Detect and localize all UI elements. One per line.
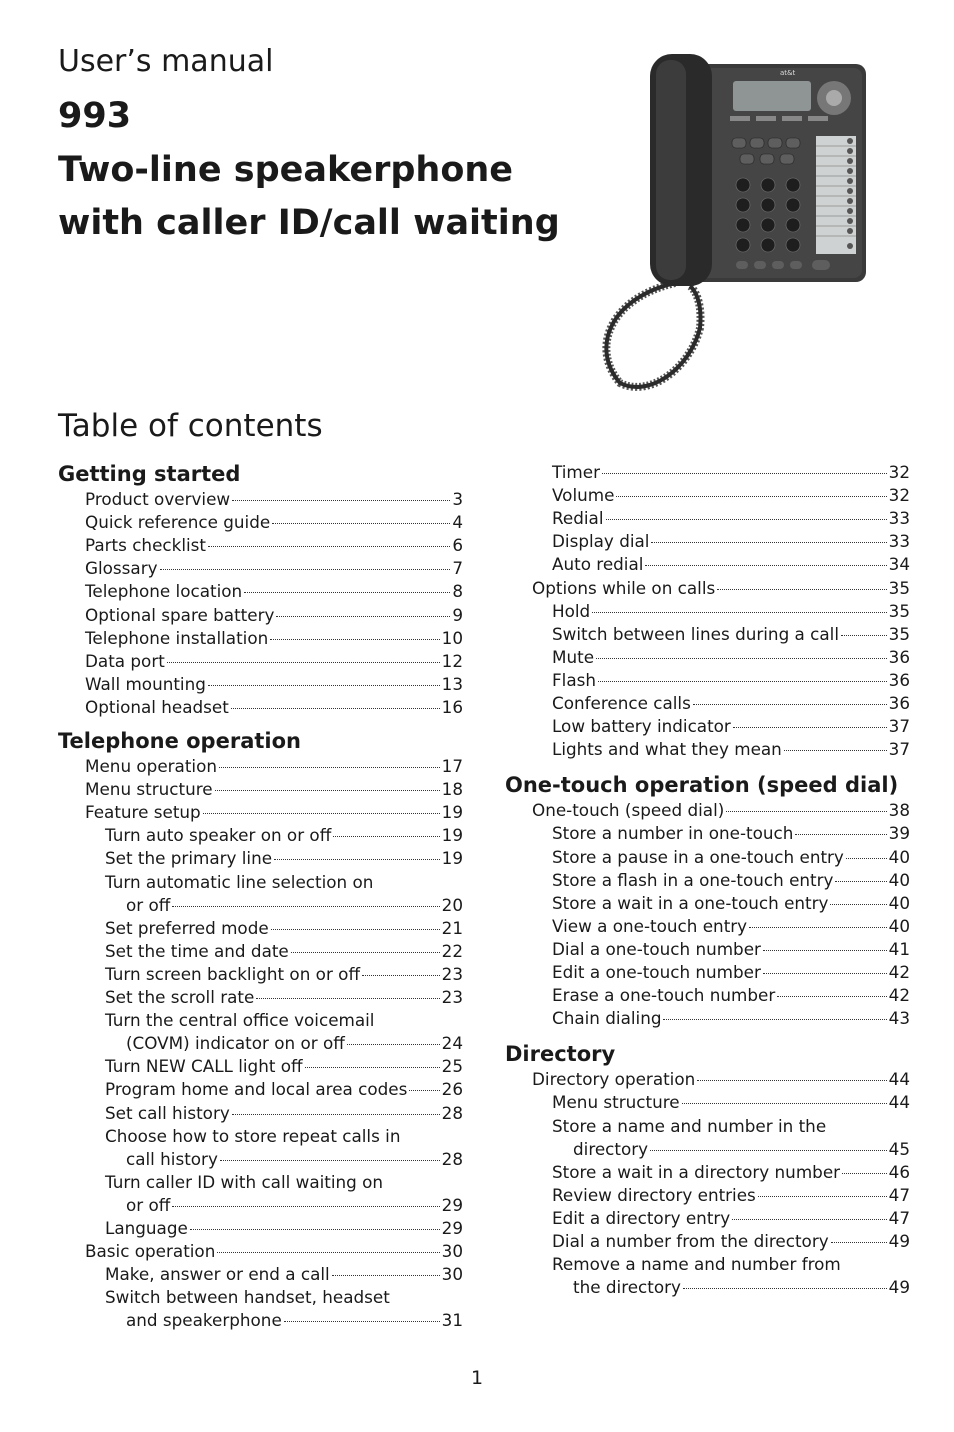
toc-entry[interactable] [85,604,463,627]
toc-heading: Table of contents [58,408,323,444]
toc-entry-page: 34 [888,554,910,575]
toc-entry-title: Language [105,1218,188,1238]
toc-entry-title: Review directory entries [552,1184,756,1205]
dot-leader [592,612,886,613]
toc-entry-page: 17 [441,756,463,776]
toc-entry-page: 44 [888,1092,910,1113]
dot-leader [732,1219,886,1220]
toc-entry-page: 8 [452,581,463,602]
toc-entry-title: Conference calls [552,693,691,713]
toc-entry[interactable] [105,917,463,940]
toc-entry-title: Hold [552,600,591,621]
toc-entry[interactable] [552,553,910,576]
toc-entry-page: 43 [888,1008,910,1029]
dot-leader [219,767,440,768]
toc-entry-title: call history [126,1148,218,1169]
dot-leader [332,1275,440,1276]
title-line-2: with caller ID/call waiting [58,203,560,243]
toc-section-heading: Directory [505,1042,616,1067]
toc-entry[interactable] [552,715,910,738]
toc-entry-page: 6 [452,535,463,556]
toc-entry[interactable] [85,1240,463,1263]
toc-entry-title: Set the scroll rate [105,987,255,1007]
toc-entry[interactable] [105,986,463,1009]
toc-entry-page: 42 [888,985,910,1006]
toc-entry-title: Optional spare battery [85,604,275,625]
dot-leader [645,565,886,566]
toc-entry-page: 37 [888,716,910,737]
toc-entry-page: 19 [441,848,463,869]
toc-entry-title: Store a wait in a directory number [552,1161,841,1182]
dot-leader [172,906,439,907]
dot-leader [362,975,440,976]
toc-entry[interactable] [105,871,373,894]
toc-entry-title: (COVM) indicator on or off [126,1033,345,1054]
toc-entry-title: Turn screen backlight on or off [105,963,361,984]
dot-leader [682,1103,887,1104]
toc-entry-page: 41 [888,938,910,959]
toc-entry-title: Lights and what they mean [552,739,782,760]
toc-entry-title: Product overview [85,489,231,509]
dot-leader [726,811,886,812]
toc-entry-page: 19 [441,802,463,823]
toc-entry-title: Telephone location [85,581,243,602]
toc-entry-page: 10 [441,627,463,648]
dot-leader [831,1242,887,1243]
toc-entry-page: 26 [441,1079,463,1100]
dot-leader [650,1150,887,1151]
toc-entry[interactable] [573,1138,910,1161]
toc-entry[interactable] [573,1276,910,1299]
dot-leader [795,834,886,835]
toc-entry-title: Set preferred mode [105,917,269,938]
toc-entry[interactable] [552,1091,910,1114]
toc-entry-page: 25 [441,1056,463,1077]
dot-leader [276,616,450,617]
toc-entry-page: 38 [888,800,910,821]
toc-entry[interactable] [552,1161,910,1184]
toc-entry[interactable] [552,1115,826,1138]
toc-entry[interactable] [552,1230,910,1253]
toc-entry[interactable] [552,484,910,507]
toc-entry-title: Switch between lines during a call [552,623,840,644]
dot-leader [598,681,887,682]
page-number: 1 [470,1367,484,1389]
toc-entry-page: 33 [888,508,910,529]
toc-entry[interactable] [85,511,463,534]
toc-entry-title: Basic operation [85,1241,216,1262]
toc-entry-page: 16 [441,696,463,717]
toc-entry-page: 40 [888,869,910,890]
toc-entry[interactable] [85,488,463,511]
dot-leader [231,708,440,709]
toc-entry[interactable] [552,1007,910,1030]
toc-entry-page: 32 [888,485,910,506]
telephone-illustration [590,48,880,393]
toc-entry-page: 42 [888,962,910,982]
toc-entry[interactable] [552,822,910,845]
toc-entry[interactable] [85,534,463,557]
toc-entry[interactable] [85,801,463,824]
toc-entry[interactable] [552,1207,910,1230]
dot-leader [305,1067,440,1068]
toc-entry-page: 30 [441,1241,463,1262]
toc-entry-title: View a one-touch entry [552,915,748,936]
brand-text: at&t [780,69,796,77]
toc-entry-title: Options while on calls [532,577,716,598]
dot-leader [846,858,887,859]
toc-entry-title: Parts checklist [85,535,206,556]
toc-entry-page: 49 [888,1231,910,1251]
toc-entry[interactable] [105,824,463,847]
dot-leader [208,685,440,686]
dot-leader [596,658,887,659]
dot-leader [274,859,440,860]
toc-entry[interactable] [105,1078,463,1101]
toc-entry-title: Erase a one-touch number [552,985,776,1006]
toc-entry[interactable] [552,738,910,761]
toc-entry-title: and speakerphone [126,1310,282,1331]
toc-entry-title: Chain dialing [552,1008,662,1029]
toc-entry[interactable] [552,530,910,553]
toc-entry[interactable] [85,627,463,650]
model-number: 993 [58,96,132,136]
toc-section-heading: Telephone operation [58,729,301,753]
toc-entry[interactable] [532,1068,910,1091]
toc-entry[interactable] [85,778,463,801]
toc-entry-page: 22 [441,940,463,961]
dot-leader [758,1196,887,1197]
toc-entry-page: 36 [888,646,910,667]
toc-entry-title: Switch between handset, headset [105,1287,390,1308]
dot-leader [651,542,886,543]
toc-entry-page: 40 [888,892,910,913]
toc-entry[interactable] [105,1055,463,1078]
toc-entry-title: Optional headset [85,696,229,717]
toc-entry-title: Make, answer or end a call [105,1264,330,1285]
toc-entry-page: 3 [452,489,463,509]
dot-leader [272,523,450,524]
toc-entry-title: Dial a one-touch number [552,938,761,959]
toc-entry-page: 49 [888,1277,910,1298]
toc-entry[interactable] [105,963,463,986]
toc-entry-title: Turn NEW CALL light off [105,1056,303,1077]
toc-entry-page: 31 [441,1310,463,1331]
dot-leader [208,546,450,547]
toc-entry-page: 32 [888,462,910,482]
dot-leader [697,1080,886,1081]
title-line-1: Two-line speakerphone [58,150,514,190]
toc-entry-page: 28 [441,1148,463,1169]
dot-leader [763,973,887,974]
toc-entry[interactable] [552,869,910,892]
toc-entry-page: 35 [888,577,910,598]
toc-entry-title: Store a pause in a one-touch entry [552,846,844,867]
dot-leader [232,1114,440,1115]
toc-entry-page: 28 [441,1102,463,1123]
toc-entry-page: 40 [888,915,910,936]
toc-entry-page: 45 [888,1138,910,1159]
toc-entry-title: Program home and local area codes [105,1079,408,1100]
toc-entry-title: Turn automatic line selection on [105,871,374,892]
toc-entry[interactable] [552,623,910,646]
toc-entry-title: Glossary [85,558,158,579]
toc-entry-title: Auto redial [552,554,644,575]
toc-entry-title: Wall mounting [85,673,206,694]
toc-entry-page: 47 [888,1207,910,1228]
dot-leader [244,592,450,593]
toc-entry-title: the directory [573,1277,681,1298]
toc-entry-title: Directory operation [532,1069,696,1090]
toc-entry[interactable] [552,669,910,692]
toc-entry[interactable] [105,1102,463,1125]
toc-entry-title: Flash [552,669,596,690]
toc-entry[interactable] [105,847,463,870]
toc-entry[interactable] [552,938,910,961]
dot-leader [749,927,887,928]
toc-entry-title: Store a wait in a one-touch entry [552,892,829,913]
dot-leader [733,727,887,728]
toc-entry-page: 23 [441,963,463,984]
dot-leader [663,1019,886,1020]
toc-entry-title: Turn the central office voicemail [105,1010,375,1031]
toc-entry[interactable] [105,1263,463,1286]
toc-entry-title: Data port [85,650,165,671]
toc-entry[interactable] [126,894,463,917]
toc-entry[interactable] [85,696,463,719]
dot-leader [835,881,886,882]
toc-entry[interactable] [85,557,463,580]
toc-entry[interactable] [126,1194,463,1217]
dot-leader [777,996,886,997]
toc-entry[interactable] [552,461,910,484]
toc-entry-title: Set the primary line [105,848,273,869]
toc-entry-title: Edit a one-touch number [552,962,761,982]
toc-section-heading: One-touch operation (speed dial) [505,773,899,798]
toc-entry[interactable] [105,1286,390,1309]
toc-entry-title: Store a number in one-touch [552,823,794,844]
dot-leader [270,639,439,640]
toc-entry[interactable] [552,1184,910,1207]
toc-entry-title: Low battery indicator [552,716,731,737]
toc-entry-page: 35 [888,600,910,621]
toc-entry[interactable] [105,940,463,963]
toc-entry-title: directory [573,1138,649,1159]
toc-entry[interactable] [105,1125,400,1148]
dot-leader [693,704,887,705]
toc-entry[interactable] [85,755,463,778]
toc-entry-page: 40 [888,846,910,867]
dot-leader [215,790,440,791]
toc-entry-page: 39 [888,823,910,844]
toc-entry-title: Store a flash in a one-touch entry [552,869,834,890]
toc-entry-page: 4 [452,512,463,533]
dot-leader [333,836,439,837]
toc-entry-page: 44 [888,1069,910,1090]
toc-entry-title: Redial [552,508,604,529]
toc-entry-page: 33 [888,531,910,552]
toc-entry-title: Remove a name and number from [552,1254,841,1275]
toc-entry-page: 36 [888,693,910,713]
toc-entry[interactable] [552,915,910,938]
dot-leader [232,500,450,501]
toc-entry-title: Telephone installation [85,627,269,648]
toc-entry-page: 23 [441,987,463,1007]
toc-entry-page: 35 [888,623,910,644]
toc-entry[interactable] [532,577,910,600]
toc-entry-title: Menu structure [85,779,213,800]
toc-entry[interactable] [552,692,910,715]
toc-entry-page: 7 [452,558,463,579]
toc-entry[interactable] [552,646,910,669]
toc-entry-title: Dial a number from the directory [552,1231,829,1251]
dot-leader [717,589,886,590]
toc-entry[interactable] [552,961,910,984]
dot-leader [830,904,886,905]
toc-entry[interactable] [105,1009,374,1032]
dot-leader [256,998,439,999]
toc-entry-page: 46 [888,1161,910,1182]
dot-leader [616,496,886,497]
dot-leader [167,662,440,663]
toc-entry[interactable] [126,1309,463,1332]
toc-entry-page: 12 [441,650,463,671]
toc-entry-page: 24 [441,1033,463,1054]
dot-leader [160,569,451,570]
toc-entry-title: Feature setup [85,802,201,823]
toc-entry-title: Set call history [105,1102,230,1123]
toc-entry[interactable] [552,846,910,869]
toc-entry-title: Menu operation [85,756,217,776]
manual-subtitle: User’s manual [58,44,274,79]
dot-leader [784,750,887,751]
toc-entry-title: Set the time and date [105,940,289,961]
toc-entry-page: 30 [441,1264,463,1285]
dot-leader [217,1252,439,1253]
toc-entry[interactable] [85,673,463,696]
toc-entry-page: 20 [441,894,463,915]
dot-leader [291,952,440,953]
toc-entry-page: 29 [441,1194,463,1215]
dot-leader [842,1173,887,1174]
toc-entry-title: Store a name and number in the [552,1115,827,1136]
toc-entry[interactable] [552,1253,841,1276]
toc-entry[interactable] [552,892,910,915]
toc-entry[interactable] [105,1171,383,1194]
dot-leader [841,635,887,636]
dot-leader [172,1206,439,1207]
toc-entry-page: 29 [441,1218,463,1238]
dot-leader [763,950,887,951]
dot-leader [683,1288,887,1289]
toc-entry-title: Turn auto speaker on or off [105,825,332,846]
dot-leader [203,813,440,814]
toc-entry-page: 13 [441,673,463,694]
toc-entry-page: 19 [441,825,463,846]
toc-entry-title: or off [126,894,171,915]
dot-leader [220,1160,440,1161]
dot-leader [606,519,887,520]
toc-entry-page: 37 [888,739,910,760]
toc-entry[interactable] [552,984,910,1007]
toc-entry[interactable] [85,650,463,673]
toc-entry-page: 47 [888,1184,910,1205]
dot-leader [284,1321,440,1322]
toc-entry[interactable] [126,1032,463,1055]
toc-entry-title: Mute [552,646,595,667]
toc-entry-title: Display dial [552,531,650,552]
toc-entry-page: 36 [888,669,910,690]
toc-entry-title: Choose how to store repeat calls in [105,1125,401,1146]
toc-entry-title: One-touch (speed dial) [532,800,725,821]
dot-leader [602,473,887,474]
toc-entry[interactable] [552,507,910,530]
toc-entry[interactable] [85,580,463,603]
toc-entry-title: Turn caller ID with call waiting on [105,1171,384,1192]
toc-section-heading: Getting started [58,462,241,486]
dot-leader [190,1229,440,1230]
toc-entry-page: 18 [441,779,463,800]
dot-leader [347,1044,440,1045]
toc-entry-title: Edit a directory entry [552,1207,731,1228]
toc-entry-title: Volume [552,485,615,506]
dot-leader [271,929,440,930]
toc-entry[interactable] [105,1217,463,1240]
toc-entry[interactable] [532,799,910,822]
toc-entry-title: or off [126,1194,171,1215]
toc-entry-title: Quick reference guide [85,512,271,533]
toc-entry-page: 21 [441,917,463,938]
toc-entry-title: Menu structure [552,1092,680,1113]
toc-entry[interactable] [126,1148,463,1171]
toc-entry-page: 9 [452,604,463,625]
dot-leader [409,1090,439,1091]
toc-entry[interactable] [552,600,910,623]
toc-entry-title: Timer [552,462,600,482]
